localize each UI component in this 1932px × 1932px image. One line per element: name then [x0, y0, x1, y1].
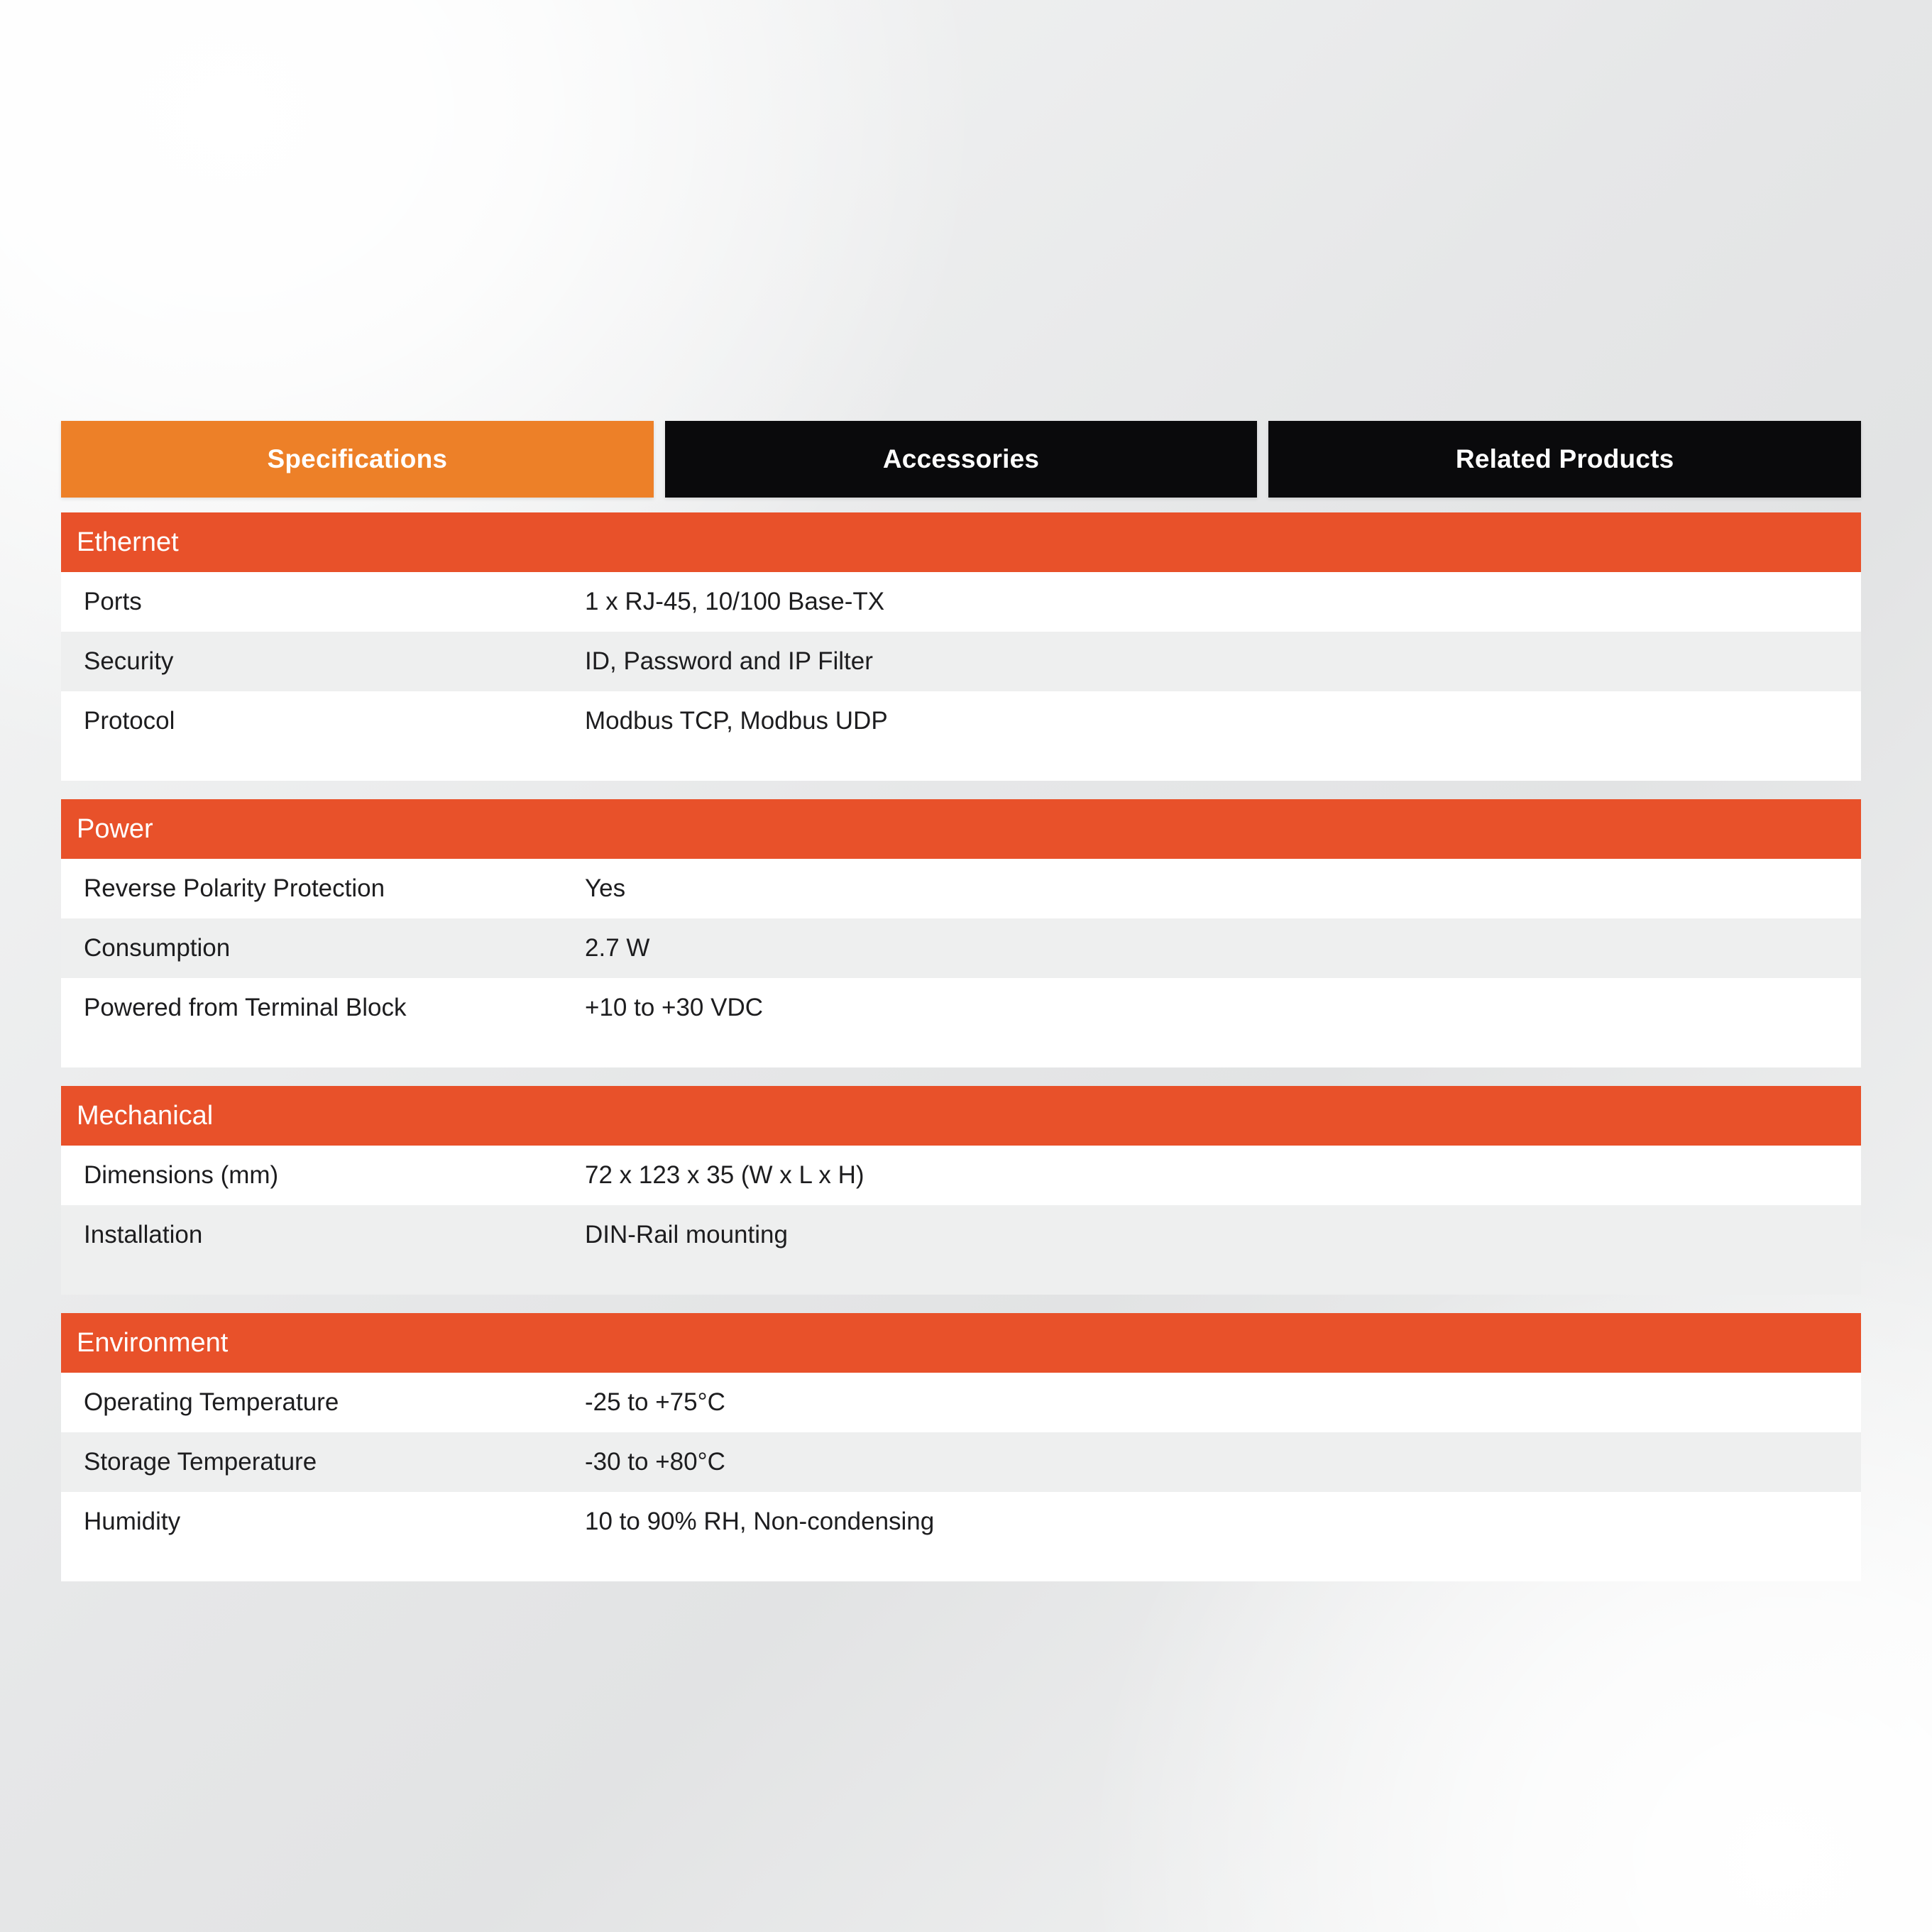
row-value: -30 to +80°C	[585, 1448, 725, 1476]
tab-related-products-label: Related Products	[1455, 444, 1674, 473]
row-value: Yes	[585, 874, 626, 902]
row-label: Consumption	[84, 934, 231, 962]
table-row	[61, 859, 1861, 918]
row-label: Humidity	[84, 1508, 181, 1535]
table-row	[61, 1205, 1861, 1295]
specifications-table	[61, 512, 1861, 1581]
table-row	[61, 1146, 1861, 1205]
spec-section-mechanical	[61, 1086, 1861, 1295]
table-row	[61, 1432, 1861, 1492]
row-label: Dimensions (mm)	[84, 1161, 279, 1189]
spec-section-ethernet	[61, 512, 1861, 781]
section-rows-environment	[61, 1373, 1861, 1581]
table-row	[61, 978, 1861, 1067]
section-header-power: Power	[61, 799, 1861, 859]
row-label: Reverse Polarity Protection	[84, 874, 385, 902]
tab-accessories[interactable]	[665, 421, 1258, 498]
row-label: Installation	[84, 1221, 203, 1248]
row-value: ID, Password and IP Filter	[585, 647, 873, 675]
row-value: DIN-Rail mounting	[585, 1221, 788, 1248]
tab-specifications-label: Specifications	[267, 444, 448, 473]
row-label: Operating Temperature	[84, 1388, 339, 1416]
table-row	[61, 632, 1861, 691]
spec-section-environment	[61, 1313, 1861, 1581]
section-rows-ethernet	[61, 572, 1861, 781]
tab-specifications[interactable]	[61, 421, 654, 498]
row-value: 10 to 90% RH, Non-condensing	[585, 1508, 935, 1535]
row-value: -25 to +75°C	[585, 1388, 725, 1416]
table-row	[61, 572, 1861, 632]
section-rows-mechanical	[61, 1146, 1861, 1295]
row-value: 2.7 W	[585, 934, 650, 962]
row-label: Protocol	[84, 707, 175, 735]
spec-section-power	[61, 799, 1861, 1067]
tab-accessories-label: Accessories	[882, 444, 1040, 473]
table-row	[61, 1373, 1861, 1432]
section-header-ethernet: Ethernet	[61, 512, 1861, 572]
table-row	[61, 1492, 1861, 1581]
section-header-environment: Environment	[61, 1313, 1861, 1373]
table-row	[61, 918, 1861, 978]
row-value: 1 x RJ-45, 10/100 Base-TX	[585, 588, 885, 615]
section-rows-power	[61, 859, 1861, 1067]
product-tab-bar	[61, 421, 1861, 498]
row-label: Ports	[84, 588, 142, 615]
row-value: +10 to +30 VDC	[585, 994, 763, 1021]
row-value: Modbus TCP, Modbus UDP	[585, 707, 888, 735]
row-label: Security	[84, 647, 174, 675]
table-row	[61, 691, 1861, 781]
tab-related-products[interactable]	[1268, 421, 1861, 498]
row-label: Powered from Terminal Block	[84, 994, 407, 1021]
section-header-mechanical: Mechanical	[61, 1086, 1861, 1146]
row-value: 72 x 123 x 35 (W x L x H)	[585, 1161, 865, 1189]
row-label: Storage Temperature	[84, 1448, 317, 1476]
